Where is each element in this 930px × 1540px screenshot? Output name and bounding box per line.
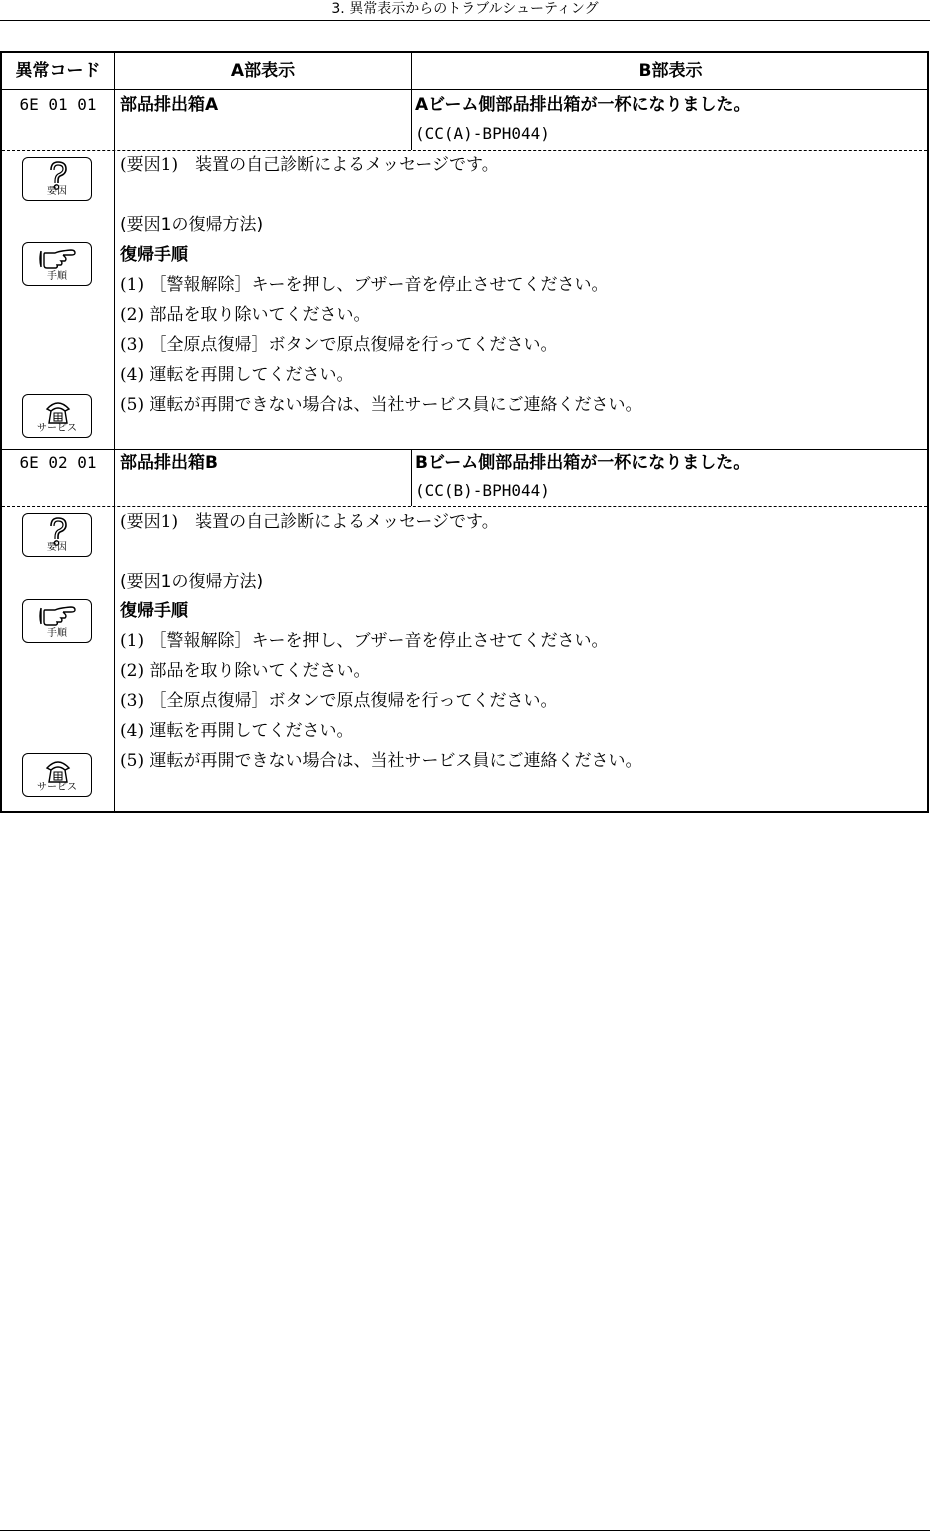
cause-text: (要因1) 装置の自己診断によるメッセージです。 — [120, 155, 499, 175]
b-display-text: Aビーム側部品排出箱が一杯になりました。 — [415, 95, 751, 115]
error-code: 6E 02 01 — [19, 453, 97, 472]
procedure-step: (4) 運転を再開してください。 — [120, 365, 354, 385]
cause-badge-label: 要因 — [47, 542, 67, 553]
dashed-divider — [2, 506, 927, 507]
procedure-step: (5) 運転が再開できない場合は、当社サービス員にご連絡ください。 — [120, 751, 643, 771]
header-row-divider — [2, 89, 927, 90]
column-divider — [411, 449, 412, 506]
service-badge — [22, 394, 92, 438]
error-code-table — [0, 51, 929, 813]
procedure-step: (3) ［全原点復帰］ボタンで原点復帰を行ってください。 — [120, 335, 558, 355]
procedure-title: 復帰手順 — [120, 601, 188, 621]
service-badge — [22, 753, 92, 797]
procedure-step: (1) ［警報解除］キーを押し、ブザー音を停止させてください。 — [120, 631, 609, 651]
footer-rule — [0, 1530, 930, 1531]
column-divider — [114, 53, 115, 811]
a-display-text: 部品排出箱A — [120, 95, 219, 115]
procedure-badge — [22, 599, 92, 643]
cause-badge-label: 要因 — [47, 186, 67, 197]
b-display-code: (CC(B)-BPH044) — [415, 481, 550, 500]
b-display-code: (CC(A)-BPH044) — [415, 124, 550, 143]
header-rule — [0, 20, 930, 21]
procedure-step: (2) 部品を取り除いてください。 — [120, 661, 371, 681]
error-code: 6E 01 01 — [19, 95, 97, 114]
b-display-text: Bビーム側部品排出箱が一杯になりました。 — [415, 453, 751, 473]
cause-badge — [22, 157, 92, 201]
procedure-step: (2) 部品を取り除いてください。 — [120, 305, 371, 325]
procedure-badge-label: 手順 — [47, 271, 67, 282]
recovery-title: (要因1の復帰方法) — [120, 572, 264, 592]
a-display-text: 部品排出箱B — [120, 453, 218, 473]
procedure-step: (4) 運転を再開してください。 — [120, 721, 354, 741]
service-badge-label: サービス — [37, 423, 77, 434]
cause-text: (要因1) 装置の自己診断によるメッセージです。 — [120, 512, 499, 532]
procedure-step: (5) 運転が再開できない場合は、当社サービス員にご連絡ください。 — [120, 395, 643, 415]
column-header-code: 異常コード — [15, 61, 101, 81]
procedure-title: 復帰手順 — [120, 245, 188, 265]
page-header — [0, 0, 930, 22]
service-badge-label: サービス — [37, 782, 77, 793]
procedure-badge-label: 手順 — [47, 628, 67, 639]
column-header-a-display: A部表示 — [230, 61, 296, 81]
procedure-badge — [22, 242, 92, 286]
procedure-step: (3) ［全原点復帰］ボタンで原点復帰を行ってください。 — [120, 691, 558, 711]
cause-badge — [22, 513, 92, 557]
procedure-step: (1) ［警報解除］キーを押し、ブザー音を停止させてください。 — [120, 275, 609, 295]
column-header-b-display: B部表示 — [638, 61, 703, 81]
recovery-title: (要因1の復帰方法) — [120, 215, 264, 235]
page-title: 3. 異常表示からのトラブルシューティング — [331, 1, 599, 17]
